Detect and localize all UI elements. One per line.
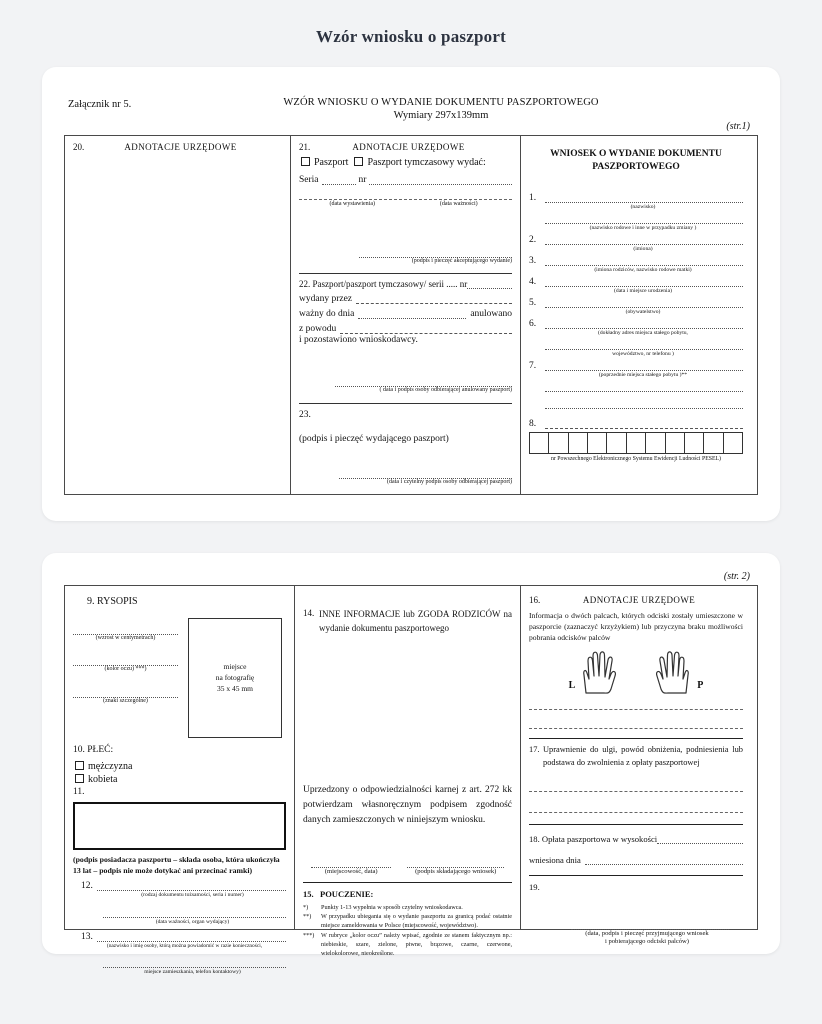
box-18-date-label: wniesiona dnia — [529, 855, 581, 866]
field-1-input[interactable] — [545, 193, 743, 203]
nr-label: nr — [358, 175, 367, 185]
box-14-title: INNE INFORMACJE lub ZGODA RODZICÓW na wydanie dokumentu paszportowego — [319, 609, 512, 633]
field-5-caption: (obywatelstwo) — [625, 308, 661, 315]
box-19-caption-1: (data, podpis i pieczęć przyjmującego wniosek — [585, 929, 709, 937]
box-17-number: 17. — [529, 745, 540, 754]
box-11-note: (podpis posiadacza paszportu – składa osoba, która ukończyła 13 lat – podpis nie może dotykać ani przecinać ramki) — [73, 855, 280, 875]
eye-color-caption: (kolor oczu) ***) — [104, 666, 147, 673]
box-16-title: ADNOTACJE URZĘDOWE — [582, 595, 696, 605]
box-18-date-input[interactable] — [585, 855, 743, 865]
field-1-caption: (nazwisko) — [630, 203, 656, 210]
box-21-title: ADNOTACJE URZĘDOWE — [352, 142, 465, 152]
field-4-caption: (data i miejsce urodzenia) — [614, 287, 672, 294]
box-14-number: 14. — [303, 608, 315, 618]
pesel-digit-3[interactable] — [569, 433, 588, 453]
gender-female-label: kobieta — [88, 774, 118, 786]
caption-issue-date: (data wystawienia) — [329, 201, 375, 207]
fingerprint-hands[interactable] — [529, 649, 743, 695]
box-18-text: 18. Opłata paszportowa w wysokości — [529, 834, 658, 845]
box-19-number: 19. — [529, 882, 540, 893]
note-3-mark: ***) — [303, 931, 315, 939]
box-22-reason-label: z powodu — [299, 324, 337, 334]
special-marks-caption: (znaki szczególne) — [103, 698, 148, 705]
box-12-number: 12. — [81, 881, 93, 892]
special-marks-input[interactable] — [73, 688, 178, 698]
box-13-number: 13. — [81, 932, 93, 943]
box-12-caption-2: (data ważności, organ wydający) — [155, 919, 230, 926]
field-1-number: 1. — [529, 192, 537, 203]
field-7-input[interactable] — [545, 361, 743, 371]
box-15-heading — [303, 888, 512, 901]
nr-input[interactable] — [369, 175, 512, 185]
box-23-signature-line[interactable] — [339, 469, 512, 479]
application-title — [529, 148, 743, 175]
checkbox-paszport-tymczasowy[interactable] — [354, 157, 363, 166]
box-9-number: 9. — [87, 596, 95, 607]
box-22-annulled-label: anulowano — [470, 309, 512, 319]
seria-label: Seria — [299, 175, 319, 185]
checkbox-paszport-tymczasowy-label: Paszport tymczasowy wydać: — [367, 157, 486, 168]
note-3-text: W rubryce „kolor oczu” należy wpisać, zgodnie ze stanem faktycznym np.: niebieskie, szare, zielone, piwne, brązowe, czarne, czerwone, wielokolorowe, nieokreślone. — [321, 931, 512, 958]
box-22-line3 — [299, 309, 512, 319]
attachment-label: Załącznik nr 5. — [68, 99, 132, 110]
page1-form — [64, 135, 758, 495]
box-22-valid-label: ważny do dnia — [299, 309, 355, 319]
hand-right-label: P — [697, 680, 704, 691]
dates-line[interactable] — [299, 191, 512, 200]
box-15-number: 15. — [303, 889, 314, 900]
photo-line-3: 35 x 45 mm — [216, 684, 254, 694]
seria-nr-row — [299, 175, 512, 185]
pesel-digit-8[interactable] — [666, 433, 685, 453]
rysopis-column — [65, 586, 295, 976]
box-18-amount-input[interactable] — [657, 834, 743, 844]
eye-color-input[interactable] — [73, 656, 178, 666]
caption-accept-signature: (podpis i pieczęć akceptującego wydanie) — [411, 258, 512, 264]
seria-input[interactable] — [322, 175, 356, 185]
field-1b-input[interactable] — [545, 214, 743, 224]
pesel-digit-4[interactable] — [588, 433, 607, 453]
checkbox-male[interactable] — [75, 761, 84, 770]
hand-left-label: L — [568, 680, 576, 691]
checkbox-female[interactable] — [75, 774, 84, 783]
page-title: Wzór wniosku o paszport — [316, 27, 506, 46]
box-16-line-2[interactable] — [529, 720, 743, 729]
box-20-number: 20. — [73, 142, 85, 152]
note-1-mark: *) — [303, 903, 309, 911]
note-2-text: W przypadku ubiegania się o wydanie paszportu za granicą podać ostatnie miejsce zameldowania w Polsce (miejscowość, województwo). — [321, 913, 512, 930]
pesel-digit-11[interactable] — [724, 433, 742, 453]
height-caption: (wzrost w centymetrach) — [95, 634, 156, 641]
box-14-statement: Uprzedzony o odpowiedzialności karnej z art. 272 kk potwierdzam własnoręcznym podpisem zgodność danych zamieszczonych w niniejszym wniosku. — [303, 785, 512, 826]
pesel-digit-7[interactable] — [646, 433, 665, 453]
box-22-nr-input[interactable] — [467, 279, 512, 289]
checkbox-paszport[interactable] — [301, 157, 310, 166]
box-16-text: Informacja o dwóch palcach, których odciski zostały umieszczone w paszporcie (zaznaczyć krzyżykiem) lub przyczyna braku możliwości pobrania odcisków palców — [529, 611, 743, 642]
box-9-header — [87, 595, 286, 610]
pesel-digit-10[interactable] — [704, 433, 723, 453]
box-19-caption-2: i pobierającego odciski palców) — [604, 938, 690, 946]
field-2-number: 2. — [529, 234, 537, 245]
pesel-digit-5[interactable] — [607, 433, 626, 453]
box-13-caption-1: (nazwisko i imię osoby, którą można powiadomić w razie konieczności, — [106, 943, 263, 950]
checkbox-paszport-label: Paszport — [314, 157, 349, 168]
box-21-22-23-column — [291, 136, 521, 494]
box-15-pouczenie — [303, 888, 512, 959]
box-23-number: 23. — [299, 409, 311, 420]
passport-type-row — [301, 157, 512, 168]
pesel-digit-1[interactable] — [530, 433, 549, 453]
note-1-text: Punkty 1-13 wypełnia w sposób czytelny wnioskodawca. — [321, 903, 463, 911]
field-6-input[interactable] — [545, 319, 743, 329]
sheet-header — [42, 87, 780, 121]
box-22-issuer-input[interactable] — [356, 294, 512, 304]
box-20-title: ADNOTACJE URZĘDOWE — [124, 142, 237, 152]
box-22-line4 — [299, 324, 512, 334]
box-16-19-column — [521, 586, 751, 946]
pesel-digit-6[interactable] — [627, 433, 646, 453]
field-6-caption: (dokładny adres miejsca stałego pobytu, — [598, 329, 688, 336]
page2-form — [64, 585, 758, 976]
pesel-caption: nr Powszechnego Elektronicznego Systemu Ewidencji Ludności PESEL) — [550, 455, 721, 462]
pesel-digit-2[interactable] — [549, 433, 568, 453]
application-title-line2: PASZPORTOWEGO — [592, 162, 680, 173]
field-6b-input[interactable] — [545, 340, 743, 350]
applicant-signature-input[interactable] — [407, 858, 504, 868]
box-16-number: 16. — [529, 595, 541, 605]
field-3-number: 3. — [529, 255, 537, 266]
photo-placeholder[interactable] — [188, 618, 282, 738]
pesel-top-line[interactable] — [545, 420, 743, 429]
field-7-number: 7. — [529, 360, 537, 371]
gender-female-row[interactable] — [75, 774, 286, 785]
box-22-line2-label: wydany przez — [299, 294, 353, 304]
note-2-mark: **) — [303, 913, 312, 921]
box-22-reason-input[interactable] — [340, 324, 512, 334]
box-23-caption: (data i czytelny podpis osoby odbierającej paszport) — [387, 479, 512, 486]
field-5-number: 5. — [529, 297, 537, 308]
field-2-caption: (imiona) — [633, 245, 653, 252]
box-22-line1 — [299, 279, 512, 289]
application-fields — [529, 193, 743, 409]
form-heading-line1: WZÓR WNIOSKU O WYDANIE DOKUMENTU PASZPORTOWEGO — [283, 97, 599, 108]
field-3-caption: (imiona rodziców, nazwisko rodowe matki) — [594, 266, 692, 273]
box-22-line1-label: 22. Paszport/paszport tymczasowy/ serii ..... nr — [299, 279, 468, 289]
field-1b-caption: (nazwisko rodowe i inne w przypadku zmiany ) — [589, 224, 697, 231]
box-22-line2 — [299, 294, 512, 304]
box-22-signature-line[interactable] — [335, 377, 512, 387]
box-13-input-1[interactable] — [97, 932, 286, 942]
box-20-adnotacje — [65, 136, 291, 494]
page2-marker: (str. 2) — [723, 571, 750, 582]
page1-marker: (str.1) — [726, 121, 750, 132]
field-6-number: 6. — [529, 318, 537, 329]
height-input[interactable] — [73, 625, 178, 635]
box-18-date-row — [529, 855, 743, 865]
box-22-line5: i pozostawiono wnioskodawcy. — [299, 335, 418, 345]
gender-male-row[interactable] — [75, 761, 286, 772]
box-17-text: Uprawnienie do ulgi, powód obniżenia, podniesienia lub podstawa do zwolnienia z opłaty paszportowej — [543, 745, 743, 767]
box-15-title: POUCZENIE: — [320, 889, 374, 900]
field-6b-caption: województwo, nr telefonu ) — [612, 350, 674, 357]
photo-line-1: miejsce — [223, 661, 247, 671]
pesel-number: 8. — [529, 418, 537, 429]
box-23-text: (podpis i pieczęć wydającego paszport) — [299, 433, 449, 444]
place-date-input[interactable] — [311, 858, 391, 868]
box-13-input-2[interactable] — [103, 958, 286, 968]
pesel-boxes[interactable] — [529, 432, 743, 454]
box-19-signature-line[interactable] — [571, 920, 729, 930]
field-3-input[interactable] — [545, 256, 743, 266]
field-4-input[interactable] — [545, 277, 743, 287]
box-14-free-area[interactable] — [303, 635, 512, 783]
gender-male-label: mężczyzna — [88, 761, 133, 773]
box-17-line-1[interactable] — [529, 783, 743, 792]
box-12-input-2[interactable] — [103, 908, 286, 918]
box-16-line-1[interactable] — [529, 701, 743, 710]
photo-line-2: na fotografię — [215, 672, 255, 682]
field-7b-input[interactable] — [545, 382, 743, 392]
field-4-number: 4. — [529, 276, 537, 287]
caption-valid-date: (data ważności) — [439, 201, 478, 207]
field-7-caption: (poprzednie miejsca stałego pobytu )** — [598, 371, 688, 378]
field-2-input[interactable] — [545, 235, 743, 245]
pesel-digit-9[interactable] — [685, 433, 704, 453]
box-22-caption: ( data i podpis osoby odbierającej anulowany paszport) — [379, 386, 512, 393]
field-7c-input[interactable] — [545, 399, 743, 409]
form-heading-line2: Wymiary 297x139mm — [393, 110, 489, 121]
box-12-caption-1: (rodzaj dokumentu tożsamości, seria i numer) — [141, 892, 244, 899]
application-column — [521, 136, 751, 494]
box-21-number: 21. — [299, 142, 311, 152]
field-5-input[interactable] — [545, 298, 743, 308]
applicant-signature-caption: (podpis składającego wniosek) — [415, 867, 497, 875]
application-title-line1: WNIOSEK O WYDANIE DOKUMENTU — [550, 149, 722, 159]
signature-box[interactable] — [73, 802, 286, 850]
page1-card — [42, 67, 780, 521]
page2-card — [42, 553, 780, 976]
accept-signature-line[interactable] — [359, 248, 512, 258]
box-11-number: 11. — [73, 787, 85, 798]
place-date-caption: (miejscowość, data) — [324, 867, 378, 875]
left-hand-icon[interactable] — [578, 649, 634, 695]
box-12-input-1[interactable] — [97, 881, 286, 891]
box-10-label: 10. PŁEĆ: — [73, 744, 114, 755]
box-17-line-2[interactable] — [529, 804, 743, 813]
box-18-row — [529, 834, 743, 844]
right-hand-icon[interactable] — [638, 649, 694, 695]
box-14-15-column — [295, 586, 521, 958]
box-13-caption-2: miejsce zamieszkania, telefon kontaktowy) — [144, 969, 241, 976]
box-9-title: RYSOPIS — [97, 596, 138, 607]
box-22-valid-input[interactable] — [358, 309, 466, 319]
